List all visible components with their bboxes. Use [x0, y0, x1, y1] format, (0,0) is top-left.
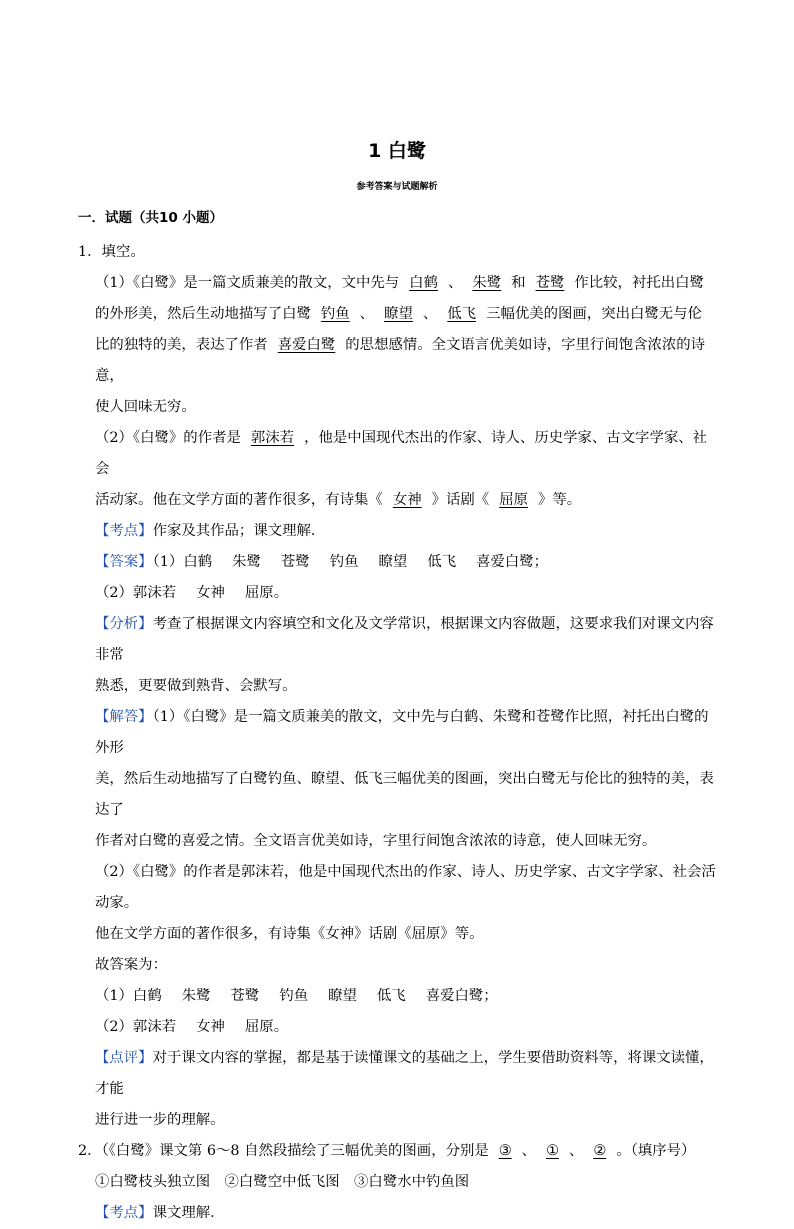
dianping-1: 【点评】对于课文内容的掌握，都是基于读懂课文的基础之上，学生要借助资料等，将课文读懂，才能 — [95, 1050, 714, 1097]
section-heading: 一．试题（共10 小题） — [78, 210, 223, 226]
answer-blank: 女神 — [392, 492, 422, 508]
question-1-stem: 1．填空。 — [78, 244, 145, 260]
question-1-part-2-line-2: 活动家。他在文学方面的著作很多，有诗集《 女神 》话剧《 屈原 》等。 — [95, 492, 582, 508]
answer-blank: 瞭望 — [384, 306, 413, 322]
answer-blank: ② — [593, 1143, 607, 1159]
question-1-part-2: （2）《白鹭》的作者是 郭沫若 ，他是中国现代杰出的作家、诗人、历史学家、古文字学家、社会 — [95, 430, 708, 477]
answer-blank: 钓鱼 — [320, 306, 350, 322]
kaodian-2: 【考点】课文理解． — [95, 1205, 225, 1221]
guda-line-1: （1）白鹤 朱鹭 苍鹭 钓鱼 瞭望 低飞 喜爱白鹭； — [95, 988, 498, 1004]
question-1-part-1-line-4: 使人回味无穷。 — [95, 399, 196, 415]
question-1-part-1-line-2: 的外形美，然后生动地描写了白鹭 钓鱼 、 瞭望 、 低飞 三幅优美的图画，突出白鹭无与伦 — [95, 306, 702, 322]
question-2-stem: 2．（《白鹭》课文第 6～8 自然段描绘了三幅优美的图画，分别是 ③ 、 ① 、 ② 。（填序号） — [78, 1143, 696, 1159]
jieda-1-line-3: 作者对白鹭的喜爱之情。全文语言优美如诗，字里行间饱含浓浓的诗意，使人回味无穷。 — [95, 833, 657, 849]
answer-blank: 朱鹭 — [472, 275, 502, 291]
guda-label: 故答案为： — [95, 957, 167, 973]
jieda-1-line-4: （2）《白鹭》的作者是郭沫若，他是中国现代杰出的作家、诗人、历史学家、古文字学家、社会活动家。 — [95, 864, 716, 911]
answer-blank: 喜爱白鹭 — [277, 337, 336, 353]
answer-blank: ① — [546, 1143, 559, 1159]
answer-blank: 白鹤 — [409, 275, 438, 291]
fenxi-1: 【分析】考查了根据课文内容填空和文化及文学常识，根据课文内容做题，这要求我们对课文内容非常 — [95, 616, 714, 663]
answer-1-line-1: 【答案】（1）白鹤 朱鹭 苍鹭 钓鱼 瞭望 低飞 喜爱白鹭； — [95, 554, 549, 570]
content — [78, 237, 718, 1229]
fenxi-1-line-2: 熟悉，更要做到熟背、会默写。 — [95, 678, 297, 694]
question-1-part-1: （1）《白鹭》是一篇文质兼美的散文，文中先与 白鹤 、 朱鹭 和 苍鹭 作比较，衬托出白鹭 — [95, 275, 704, 291]
jieda-1-line-5: 他在文学方面的著作很多，有诗集《女神》话剧《屈原》等。 — [95, 926, 484, 942]
answer-1-line-2: （2）郭沫若 女神 屈原。 — [95, 585, 289, 601]
question-1-part-1-line-3: 比的独特的美，表达了作者 喜爱白鹭 的思想感情。全文语言优美如诗，字里行间饱含浓浓的诗意， — [95, 337, 706, 384]
page-title: 1 白鹭 — [368, 140, 426, 162]
dianping-1-line-2: 进行进一步的理解。 — [95, 1112, 225, 1128]
kaodian-1: 【考点】作家及其作品；课文理解． — [95, 523, 326, 539]
question-2-options: ①白鹭枝头独立图 ②白鹭空中低飞图 ③白鹭水中钓鱼图 — [95, 1174, 470, 1190]
guda-line-2: （2）郭沫若 女神 屈原。 — [95, 1019, 289, 1035]
page-subtitle: 参考答案与试题解析 — [356, 182, 438, 192]
jieda-1: 【解答】（1）《白鹭》是一篇文质兼美的散文，文中先与白鹤、朱鹭和苍鹭作比照，衬托出白鹭的外形 — [95, 709, 709, 756]
answer-blank: ③ — [498, 1143, 512, 1159]
answer-blank: 郭沫若 — [250, 430, 295, 446]
jieda-1-line-2: 美，然后生动地描写了白鹭钓鱼、瞭望、低飞三幅优美的图画，突出白鹭无与伦比的独特的美，表达了 — [95, 771, 714, 818]
answer-blank: 屈原 — [499, 492, 528, 508]
answer-blank: 低飞 — [447, 306, 477, 322]
answer-blank: 苍鹭 — [535, 275, 565, 291]
